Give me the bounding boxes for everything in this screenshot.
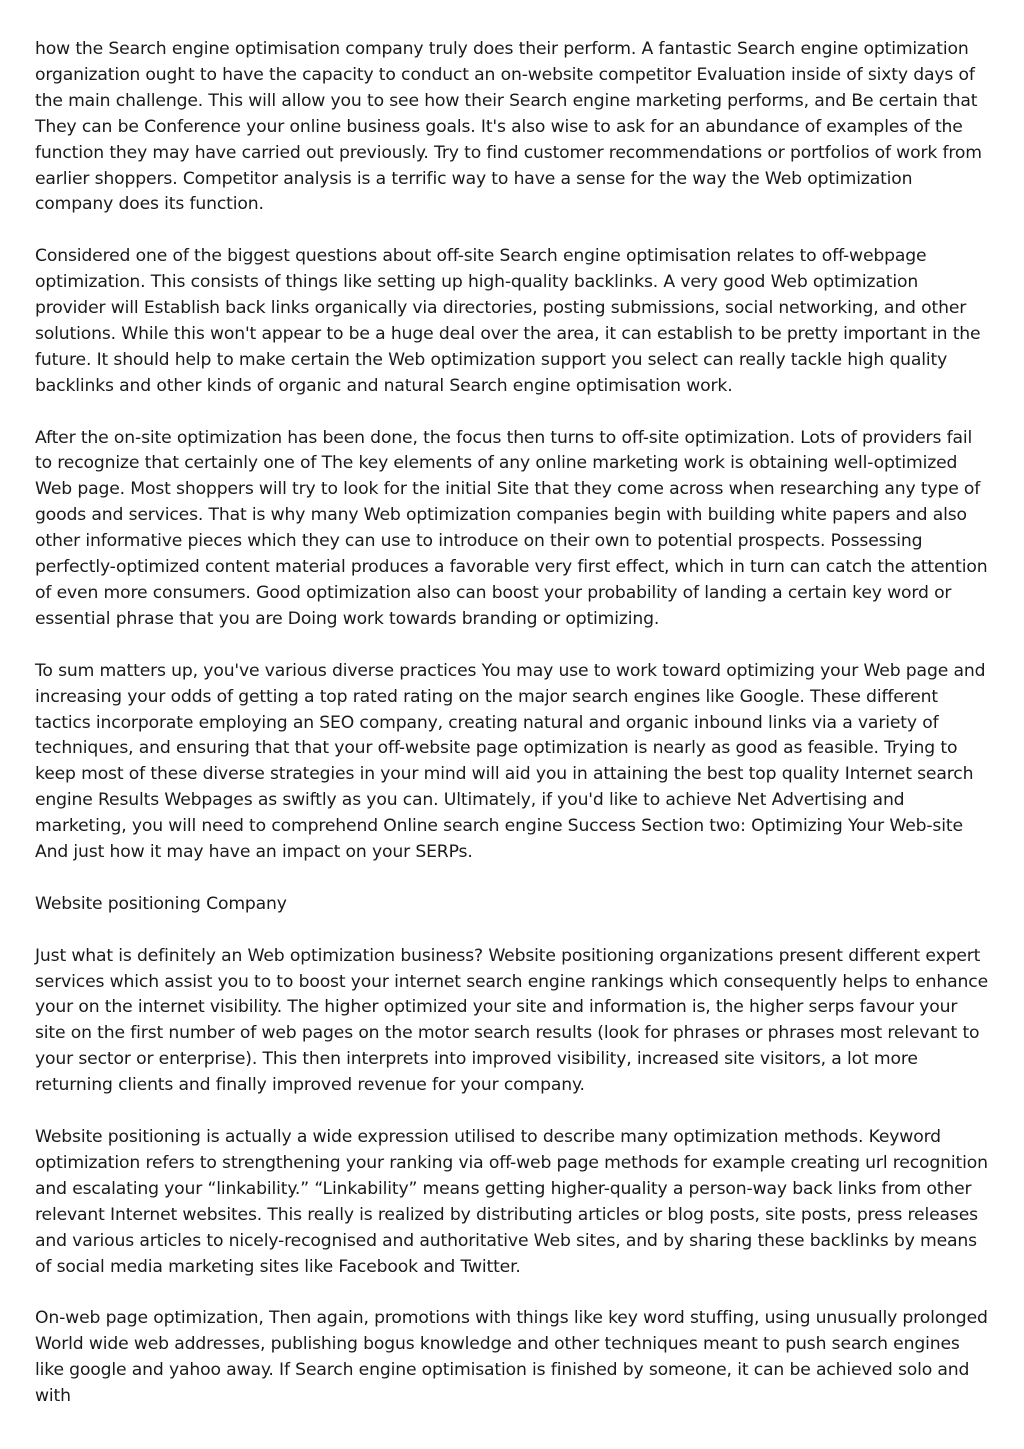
- paragraph-off-site-optimization: After the on-site optimization has been done, the focus then turns to off-site optimization. Lots of providers fail to recognize that certainly one of The key elements of any online marketing work is obtaining well-optimized Web page. Most shoppers will try to look for the initial Site that they come across when researching any type of goods and services. That is why many Web optimization companies begin with building white papers and also other informative pieces which they can use to introduce on their own to potential prospects. Possessing perfectly-optimized content material produces a favorable very first effect, which in turn can catch the attention of even more consumers. Good optimization also can boost your probability of landing a certain key word or essential phrase that you are Doing work towards branding or optimizing.: [35, 427, 988, 629]
- paragraph-summary: To sum matters up, you've various diverse practices You may use to work toward optimizing your Web page and increasing your odds of getting a top rated rating on the major search engines like Google. These different tactics incorporate employing an SEO company, creating natural and organic inbound links via a variety of techniques, and ensuring that that your off-website page optimization is nearly as good as feasible. Trying to keep most of these diverse strategies in your mind will aid you in attaining the best top quality Internet search engine Results Webpages as swiftly as you can. Ultimately, if you'd like to achieve Net Advertising and marketing, you will need to comprehend Online search engine Success Section two: Optimizing Your Web-site And just how it may have an impact on your SERPs.: [35, 660, 986, 863]
- document-body: [35, 37, 991, 1436]
- paragraph-seo-business: Just what is definitely an Web optimization business? Website positioning organizations present different expert services which assist you to to boost your internet search engine rankings which consequently helps to enhance your on the internet visibility. The higher optimized your site and information is, the higher serps favour your site on the first number of web pages on the motor search results (look for phrases or phrases most relevant to your sector or enterprise). This then interprets into improved visibility, increased site visitors, a lot more returning clients and finally improved revenue for your company.: [35, 945, 989, 1096]
- paragraph-on-page-optimization: On-web page optimization, Then again, promotions with things like key word stuffing, using unusually prolonged World wide web addresses, publishing bogus knowledge and other techniques meant to push search engines like google and yahoo away. If Search engine optimisation is finished by someone, it can be achieved solo and with: [35, 1308, 988, 1407]
- section-heading: Website positioning Company: [35, 893, 287, 914]
- paragraph-competitor-analysis: how the Search engine optimisation company truly does their perform. A fantastic Search engine optimization organization ought to have the capacity to conduct an on-website competitor Evaluation inside of sixty days of the main challenge. This will allow you to see how their Search engine marketing performs, and Be certain that They can be Conference your online business goals. It's also wise to ask for an abundance of examples of the function they may have carried out previously. Try to find customer recommendations or portfolios of work from earlier shoppers. Competitor analysis is a terrific way to have a sense for the way the Web optimization company does its function.: [35, 39, 982, 215]
- paragraph-keyword-optimization: Website positioning is actually a wide expression utilised to describe many optimization methods. Keyword optimization refers to strengthening your ranking via off-web page methods for example creating url recognition and escalating your “linkability.” “Linkability” means getting higher-quality a person-way back links from other relevant Internet websites. This really is realized by distributing articles or blog posts, site posts, press releases and various articles to nicely-recognised and authoritative Web sites, and by sharing these backlinks by means of social media marketing sites like Facebook and Twitter.: [35, 1126, 988, 1277]
- paragraph-off-site-seo: Considered one of the biggest questions about off-site Search engine optimisation relates to off-webpage optimization. This consists of things like setting up high-quality backlinks. A very good Web optimization provider will Establish back links organically via directories, posting submissions, social networking, and other solutions. While this won't appear to be a huge deal over the area, it can establish to be pretty important in the future. It should help to make certain the Web optimization support you select can really tackle high quality backlinks and other kinds of organic and natural Search engine optimisation work.: [35, 246, 981, 396]
